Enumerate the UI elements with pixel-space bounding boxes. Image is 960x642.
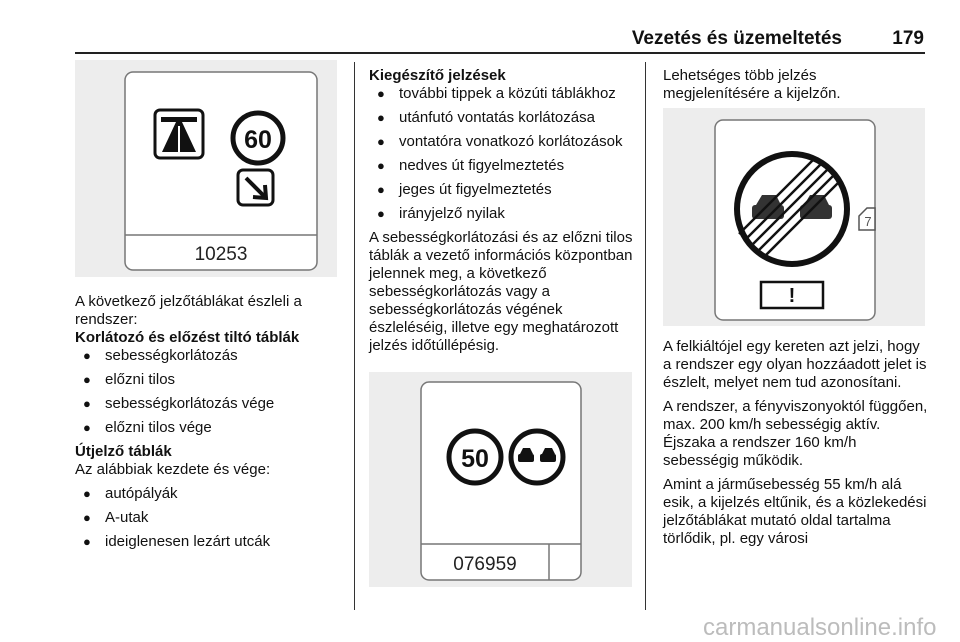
figure-number: 076959 — [453, 554, 517, 575]
additional-signs-list — [369, 85, 637, 223]
intro-text: Lehetséges több jelzés megjelenítésére a kijelzőn. — [663, 67, 841, 102]
road-signs-list — [75, 485, 347, 551]
header-divider — [75, 52, 925, 54]
list-item: ● vontatóra vonatkozó korlátozások — [369, 133, 637, 151]
list-item: ● jeges út figyelmeztetés — [369, 181, 637, 199]
column-2 — [369, 67, 637, 355]
svg-text:60: 60 — [244, 126, 272, 154]
svg-text:50: 50 — [461, 445, 489, 473]
figure-display-motorway-speed — [75, 60, 337, 277]
no-overtaking-icon — [511, 431, 563, 483]
section-subtext: Az alábbiak kezdete és vége: — [75, 461, 271, 478]
arrow-down-right-icon — [238, 170, 273, 205]
body-paragraph: Amint a járműsebesség 55 km/h alá esik, a kijelzés eltűnik, és a közlekedési jelzőtáblákat mutató oldal tartalma törlődik, pl. egy városi — [663, 476, 927, 547]
figure-display-end-of-restriction — [663, 108, 925, 326]
list-item: ● sebességkorlátozás — [75, 347, 347, 365]
page-title: Vezetés és üzemeltetés — [631, 28, 842, 49]
list-item: ● előzni tilos vége — [75, 419, 347, 437]
list-item: ● A-utak — [75, 509, 347, 527]
speed-limit-50-icon — [449, 431, 501, 483]
body-paragraph: A felkiáltójel egy kereten azt jelzi, hogy a rendszer egy olyan hozzáadott jelet is észlelt, melyet nem tud azonosítani. — [663, 338, 927, 391]
intro-text: A következő jelzőtáblákat észleli a rendszer: — [75, 293, 302, 328]
page-number: 179 — [892, 28, 924, 49]
column-3-body — [663, 338, 928, 548]
figure-display-speed-no-overtaking — [369, 372, 632, 587]
display-illustration — [663, 108, 925, 326]
section-heading-road-signs: Útjelző táblák — [75, 443, 172, 460]
column-divider-2 — [645, 62, 646, 610]
list-item: ● ideiglenesen lezárt utcák — [75, 533, 347, 551]
column-1 — [75, 293, 347, 557]
section-heading-restrictive-signs: Korlátozó és előzést tiltó táblák — [75, 329, 300, 346]
list-item: ● előzni tilos — [75, 371, 347, 389]
body-paragraph: A sebességkorlátozási és az előzni tilos táblák a vezető információs központban jelennek meg, a következő sebességkorlátozás vagy a sebességkorlátozás végének észleléséig, illetve egy meghatározott jelzés időtúllépésig. — [369, 229, 633, 354]
section-heading-additional-signs: Kiegészítő jelzések — [369, 67, 506, 84]
list-item: ● utánfutó vontatás korlátozása — [369, 109, 637, 127]
column-3-intro — [663, 67, 925, 103]
exclamation-mark: ! — [788, 285, 796, 307]
list-item: ● sebességkorlátozás vége — [75, 395, 347, 413]
list-item: ● irányjelző nyilak — [369, 205, 637, 223]
motorway-sign-icon — [155, 110, 203, 158]
watermark: carmanualsonline.info — [703, 614, 937, 641]
end-of-no-overtaking-icon — [737, 154, 847, 264]
restrictive-signs-list — [75, 347, 347, 437]
display-illustration — [369, 372, 632, 587]
body-paragraph: A rendszer, a fényviszonyoktól függően, max. 200 km/h sebességig aktív. Éjszaka a rendszer 160 km/h sebességig működik. — [663, 398, 928, 469]
list-item: ● nedves út figyelmeztetés — [369, 157, 637, 175]
figure-number: 10253 — [194, 244, 248, 265]
column-divider-1 — [354, 62, 355, 610]
callout-number: 7 — [864, 214, 872, 229]
list-item: ● további tippek a közúti táblákhoz — [369, 85, 637, 103]
display-illustration — [75, 60, 337, 277]
speed-limit-60-icon — [233, 113, 283, 163]
list-item: ● autópályák — [75, 485, 347, 503]
